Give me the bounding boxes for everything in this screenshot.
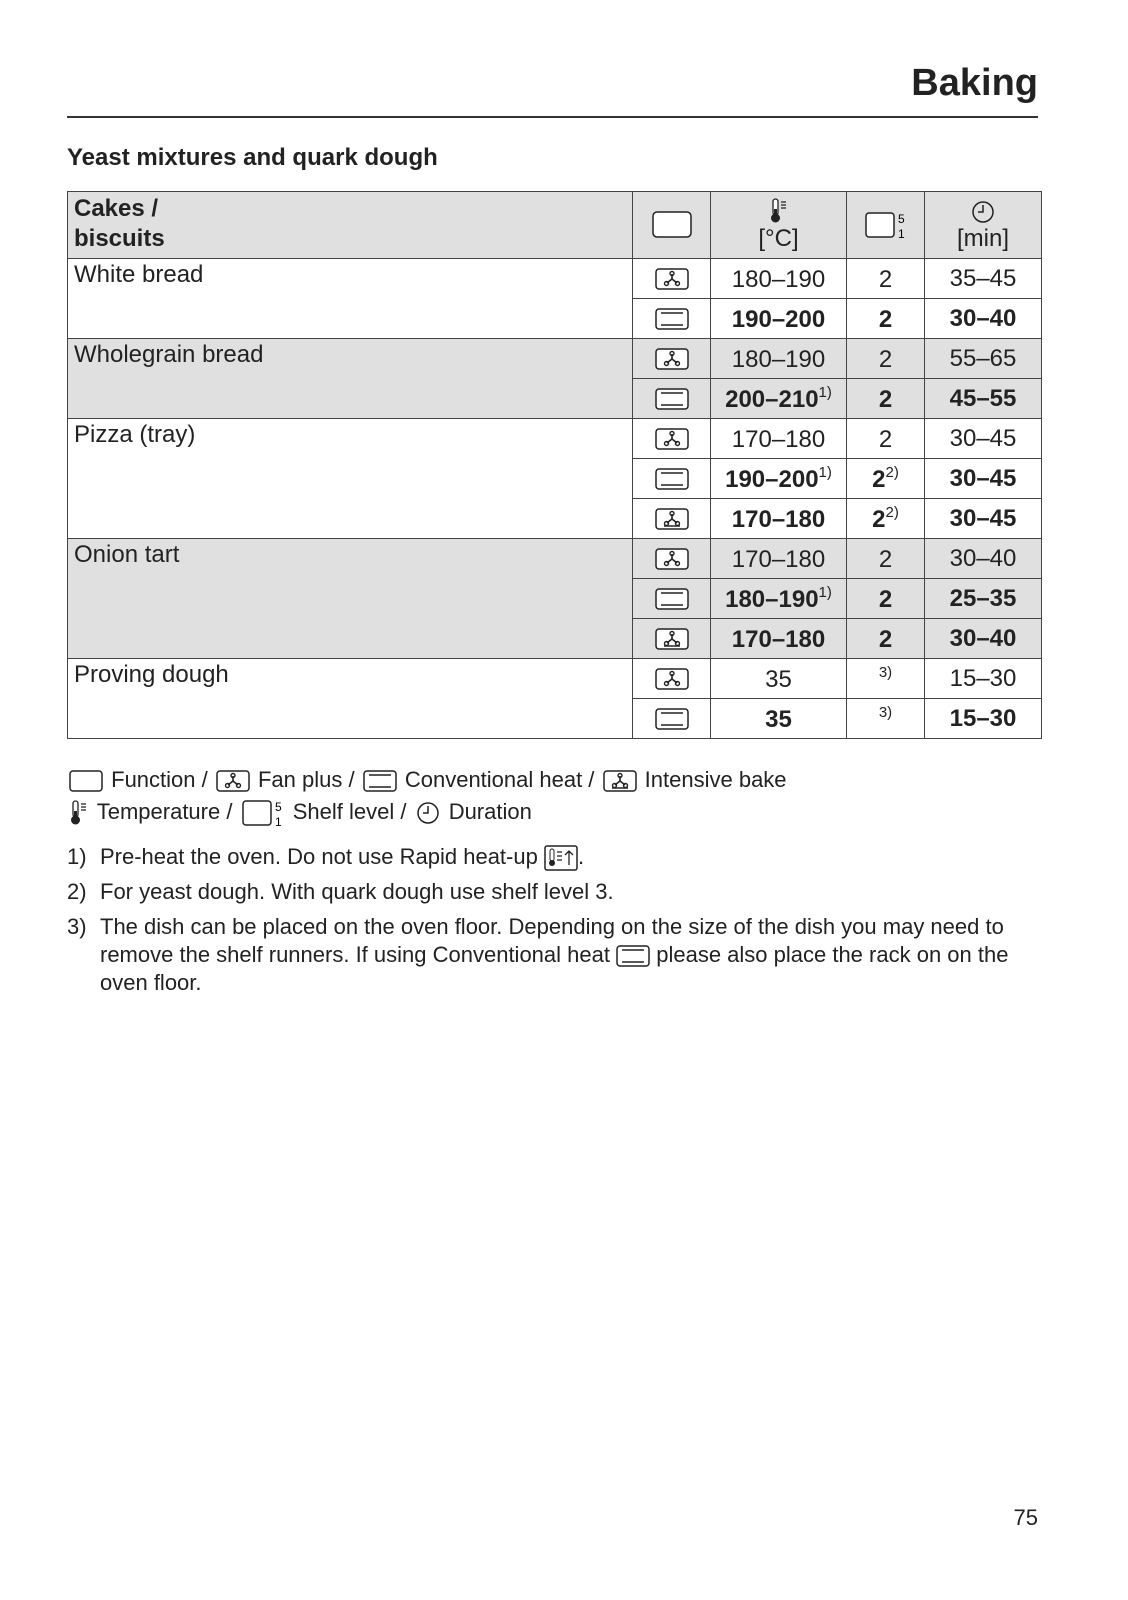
intensive-bake-icon	[601, 767, 639, 792]
shelf-value: 2	[878, 385, 893, 413]
conventional-heat-cell	[633, 459, 711, 499]
shelf-cell	[847, 259, 925, 299]
shelf-cell	[847, 499, 925, 539]
fan-plus-icon	[655, 265, 689, 292]
footnote-text-end: please also place the rack on on the oven floor.	[100, 942, 1009, 996]
shelf-value: 2	[878, 585, 893, 613]
duration-cell: 30–45	[925, 499, 1042, 539]
temperature-cell	[711, 699, 847, 739]
duration-header	[925, 192, 1042, 259]
shelf-cell	[847, 699, 925, 739]
duration-cell: 30–40	[925, 299, 1042, 339]
duration-cell: 35–45	[925, 259, 1042, 299]
duration-cell: 15–30	[925, 659, 1042, 699]
temperature-value: 190–200	[725, 465, 819, 493]
clock-icon	[413, 799, 443, 824]
footnote-ref: 3)	[878, 703, 893, 721]
temperature-value: 35	[765, 705, 792, 733]
shelf-value: 2	[878, 545, 893, 573]
temp-unit: [°C]	[758, 225, 799, 253]
temperature-cell	[711, 259, 847, 299]
conventional-heat-icon	[655, 305, 689, 332]
fan-plus-cell	[633, 659, 711, 699]
temperature-cell	[711, 619, 847, 659]
fan-plus-icon	[655, 545, 689, 572]
duration-cell: 30–45	[925, 459, 1042, 499]
table-row	[68, 539, 1042, 579]
footnote	[67, 913, 1027, 997]
thermometer-icon	[67, 799, 91, 824]
rapid-heat-up-icon	[544, 844, 578, 869]
fan-plus-icon	[655, 665, 689, 692]
table-row	[68, 339, 1042, 379]
dish-name: Wholegrain bread	[68, 339, 633, 419]
footnote-text: The dish can be placed on the oven floor. Depending on the size of the dish you may need to remove the shelf runners. If using Conventional heat	[100, 914, 1004, 968]
footnotes	[67, 843, 1027, 1004]
footnote-ref: 2)	[885, 503, 899, 521]
legend-function: Function /	[111, 767, 208, 792]
table-row	[68, 259, 1042, 299]
legend-fan-plus: Fan plus /	[257, 767, 355, 792]
table-row	[68, 659, 1042, 699]
duration-cell: 45–55	[925, 379, 1042, 419]
shelf-value: 2	[878, 305, 893, 333]
svg-text:1: 1	[897, 227, 905, 240]
temperature-cell	[711, 579, 847, 619]
svg-text:1: 1	[274, 815, 282, 829]
function-icon	[67, 767, 105, 792]
footnote-text: For yeast dough. With quark dough use shelf level 3.	[100, 879, 614, 905]
duration-cell: 15–30	[925, 699, 1042, 739]
legend	[67, 764, 787, 828]
clock-icon	[970, 197, 996, 224]
dish-name: Proving dough	[68, 659, 633, 739]
svg-text:5: 5	[274, 800, 282, 815]
shelf-cell	[847, 539, 925, 579]
shelf-value: 2	[878, 345, 893, 373]
temperature-value: 170–180	[731, 545, 826, 573]
conventional-heat-icon	[655, 705, 689, 732]
header-rule	[67, 116, 1038, 118]
fan-plus-icon	[655, 425, 689, 452]
dish-name: White bread	[68, 259, 633, 339]
footnote-ref: 3)	[878, 663, 893, 681]
footnote-number: 1)	[67, 844, 87, 869]
table-header-row	[68, 192, 1042, 259]
duration-cell: 30–40	[925, 619, 1042, 659]
shelf-cell	[847, 459, 925, 499]
section-title: Baking	[911, 62, 1038, 104]
temperature-cell	[711, 459, 847, 499]
temperature-value: 180–190	[731, 265, 826, 293]
temperature-value: 35	[765, 665, 792, 693]
shelf-value: 2	[878, 425, 893, 453]
conventional-heat-icon	[361, 767, 399, 792]
shelf-value: 2	[872, 505, 886, 533]
fan-plus-cell	[633, 419, 711, 459]
temperature-cell	[711, 299, 847, 339]
subtitle: Yeast mixtures and quark dough	[67, 144, 438, 171]
intensive-bake-icon	[655, 625, 689, 652]
conventional-heat-icon	[616, 942, 650, 967]
conventional-heat-cell	[633, 579, 711, 619]
dish-name: Pizza (tray)	[68, 419, 633, 539]
shelf-cell	[847, 339, 925, 379]
fan-plus-cell	[633, 339, 711, 379]
duration-cell: 30–45	[925, 419, 1042, 459]
svg-text:5: 5	[897, 212, 905, 226]
footnote-ref: 1)	[818, 463, 832, 481]
temperature-value: 170–180	[731, 425, 826, 453]
temperature-value: 180–190	[731, 345, 826, 373]
duration-cell: 55–65	[925, 339, 1042, 379]
conventional-heat-cell	[633, 299, 711, 339]
footnote-ref: 1)	[818, 583, 832, 601]
footnote	[67, 878, 1027, 906]
duration-cell: 30–40	[925, 539, 1042, 579]
legend-shelf: Shelf level /	[292, 799, 407, 824]
shelf-value: 2	[878, 625, 893, 653]
temperature-value: 190–200	[731, 305, 826, 333]
shelf-cell	[847, 379, 925, 419]
fan-plus-cell	[633, 259, 711, 299]
footnote-number: 3)	[67, 914, 87, 940]
temperature-value: 170–180	[731, 625, 826, 653]
shelf-cell	[847, 619, 925, 659]
conventional-heat-icon	[655, 585, 689, 612]
baking-table	[67, 191, 1042, 739]
footnote-ref: 2)	[885, 463, 899, 481]
temperature-cell	[711, 379, 847, 419]
fan-plus-icon	[655, 345, 689, 372]
temperature-cell	[711, 539, 847, 579]
shelf-cell	[847, 659, 925, 699]
footnote-ref: 1)	[818, 383, 832, 401]
conventional-heat-icon	[655, 465, 689, 492]
fan-plus-cell	[633, 539, 711, 579]
shelf-cell	[847, 579, 925, 619]
duration-cell: 25–35	[925, 579, 1042, 619]
legend-temperature: Temperature /	[96, 799, 233, 824]
temperature-cell	[711, 499, 847, 539]
conventional-heat-cell	[633, 699, 711, 739]
temperature-cell	[711, 419, 847, 459]
conventional-heat-icon	[655, 385, 689, 412]
legend-intensive: Intensive bake	[644, 767, 787, 792]
temperature-cell	[711, 339, 847, 379]
shelf-level-icon	[239, 799, 287, 829]
temperature-value: 180–190	[725, 585, 819, 613]
table-row	[68, 419, 1042, 459]
temperature-header	[711, 192, 847, 259]
shelf-cell	[847, 419, 925, 459]
legend-duration: Duration	[448, 799, 532, 824]
intensive-bake-cell	[633, 619, 711, 659]
legend-conventional: Conventional heat /	[404, 767, 595, 792]
intensive-bake-cell	[633, 499, 711, 539]
shelf-value: 2	[872, 465, 886, 493]
header-cakes: Cakes / biscuits	[68, 192, 633, 259]
dish-name: Onion tart	[68, 539, 633, 659]
time-unit: [min]	[956, 225, 1009, 252]
page-number: 75	[1013, 1505, 1038, 1530]
function-header-icon	[633, 192, 711, 259]
footnote-text-end: .	[577, 844, 585, 869]
temperature-value: 170–180	[731, 505, 826, 533]
footnote-text: Pre-heat the oven. Do not use Rapid heat-up	[100, 844, 538, 869]
temperature-value: 200–210	[725, 385, 819, 413]
footnote-number: 2)	[67, 879, 87, 905]
conventional-heat-cell	[633, 379, 711, 419]
intensive-bake-icon	[655, 505, 689, 532]
shelf-cell	[847, 299, 925, 339]
fan-plus-icon	[214, 767, 252, 792]
footnote	[67, 843, 1027, 871]
shelf-value: 2	[878, 265, 893, 293]
thermometer-icon	[769, 197, 789, 224]
shelf-level-icon	[847, 192, 925, 259]
temperature-cell	[711, 659, 847, 699]
